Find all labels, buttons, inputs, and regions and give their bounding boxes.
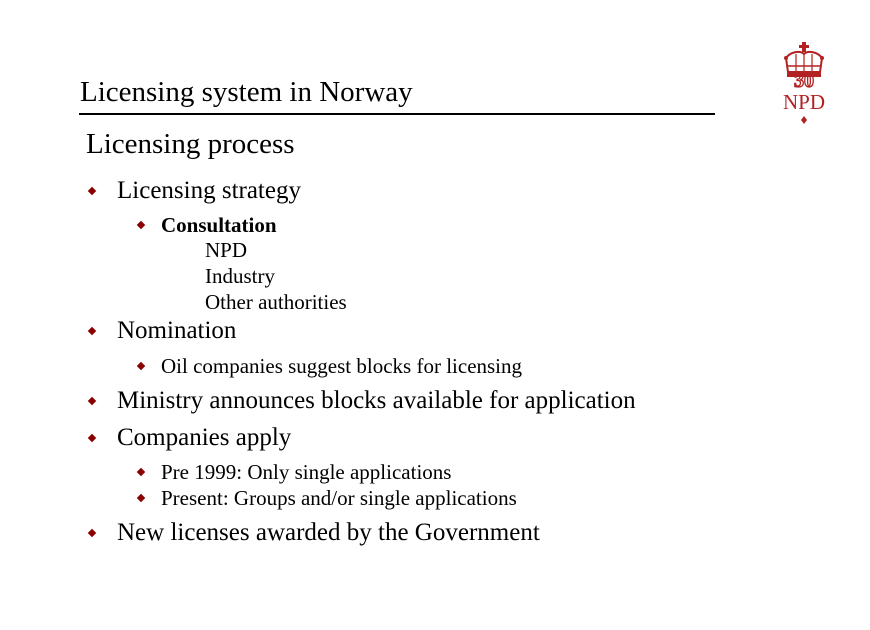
bullet-diamond-icon bbox=[88, 529, 96, 537]
bullet-text: Consultation bbox=[161, 213, 277, 237]
bullet-text: Pre 1999: Only single applications bbox=[161, 460, 452, 484]
bullet-text: Licensing strategy bbox=[117, 177, 301, 204]
consultation-item: Industry bbox=[205, 264, 275, 288]
bullet-text: New licenses awarded by the Government bbox=[117, 519, 540, 546]
section-subtitle: Licensing process bbox=[86, 128, 295, 160]
bullet-diamond-icon bbox=[88, 397, 96, 405]
bullet-diamond-icon bbox=[137, 494, 145, 502]
bullet-text: Nomination bbox=[117, 317, 237, 344]
bullet-licensing-strategy bbox=[117, 176, 301, 206]
bullet-diamond-icon bbox=[88, 327, 96, 335]
logo-text: NPD bbox=[782, 90, 826, 114]
bullet-diamond-icon bbox=[137, 468, 145, 476]
bullet-text: Present: Groups and/or single applications bbox=[161, 486, 517, 510]
npd-logo-icon bbox=[776, 42, 832, 126]
bullet-diamond-icon bbox=[88, 434, 96, 442]
bullet-text: Oil companies suggest blocks for licensing bbox=[161, 354, 523, 378]
bullet-diamond-icon bbox=[137, 362, 145, 370]
bullet-new-licenses bbox=[117, 518, 540, 548]
logo-anniversary: 30 bbox=[794, 70, 814, 92]
bullet-consultation bbox=[161, 212, 277, 238]
slide-title: Licensing system in Norway bbox=[80, 76, 413, 108]
consultation-item: NPD bbox=[205, 238, 248, 262]
bullet-apply-detail bbox=[161, 485, 517, 511]
bullet-diamond-icon bbox=[88, 187, 96, 195]
bullet-nomination-detail bbox=[161, 353, 522, 379]
title-underline bbox=[79, 113, 715, 115]
bullet-apply-detail bbox=[161, 459, 451, 485]
bullet-diamond-icon bbox=[137, 221, 145, 229]
bullet-companies-apply bbox=[117, 423, 291, 453]
bullet-nomination bbox=[117, 316, 236, 346]
consultation-item: Other authorities bbox=[205, 290, 347, 314]
bullet-ministry bbox=[117, 386, 636, 416]
bullet-text: Ministry announces blocks available for application bbox=[117, 387, 636, 414]
bullet-text: Companies apply bbox=[117, 424, 292, 451]
